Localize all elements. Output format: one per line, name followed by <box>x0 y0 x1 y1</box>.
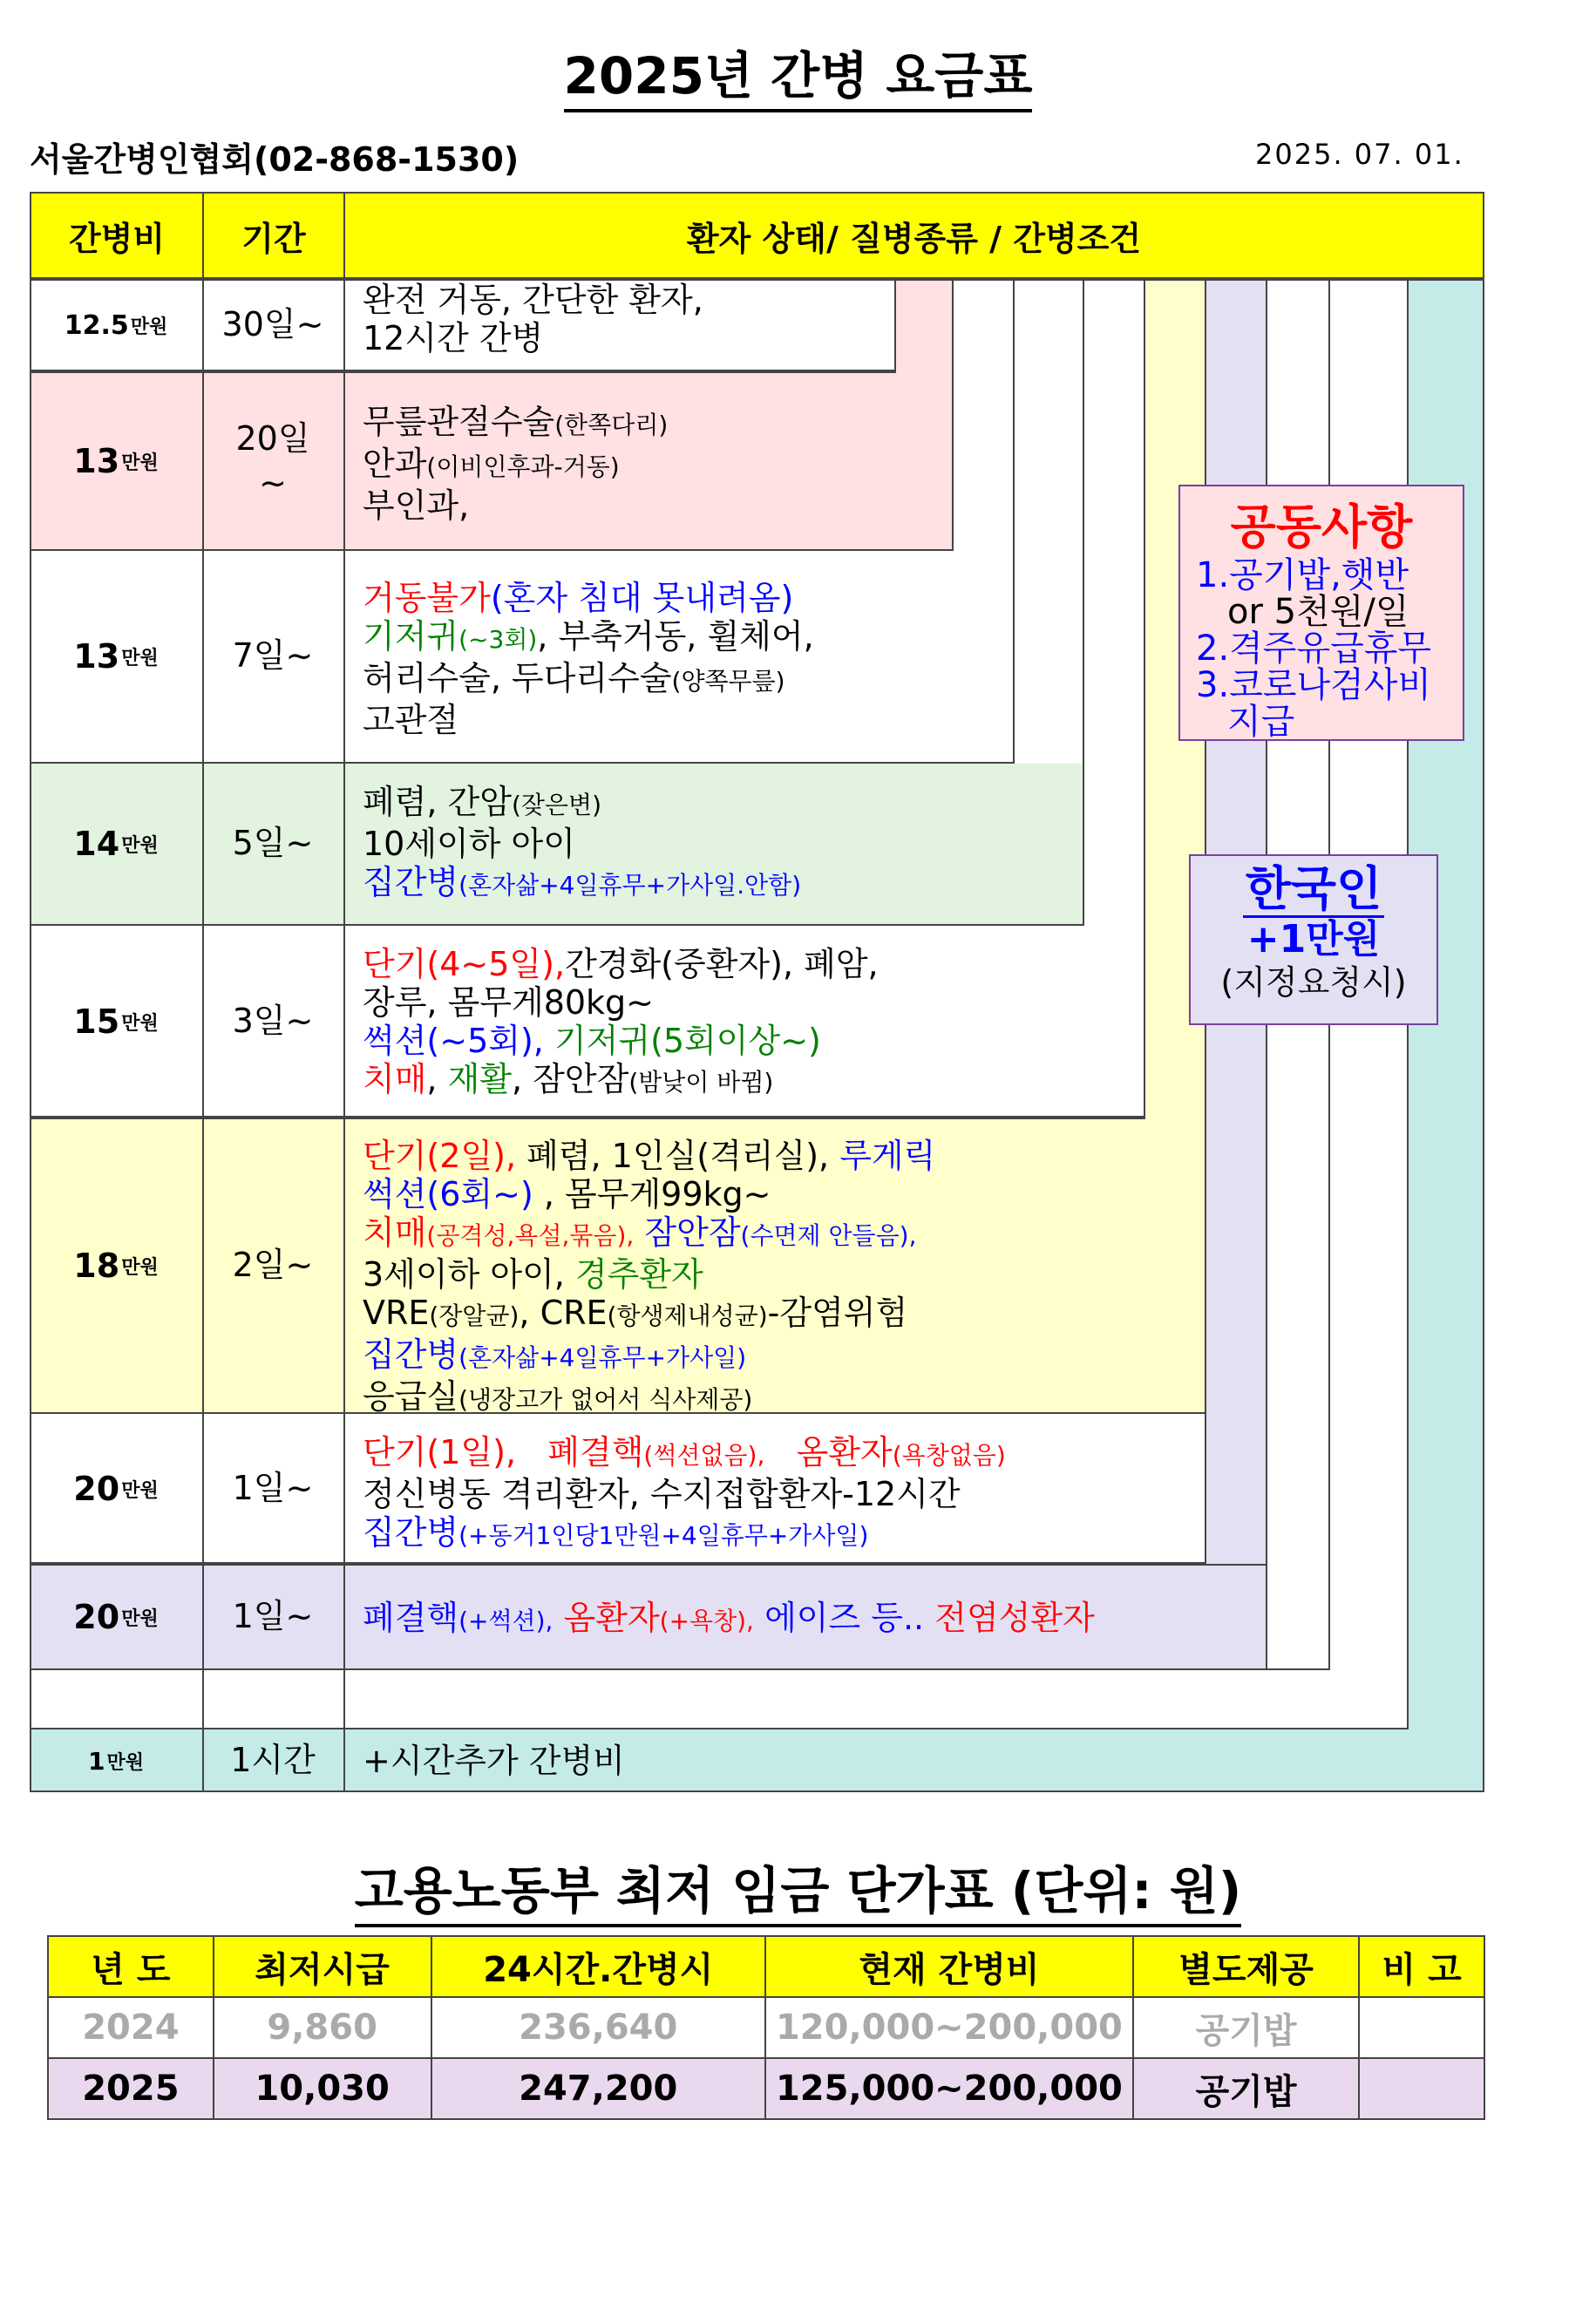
period-row2: 20일 ~ <box>235 418 310 502</box>
common-notes-title: 공동사항 <box>1230 499 1413 554</box>
period-row9: 1시간 <box>230 1741 316 1780</box>
wage-cell: 125,000~200,000 <box>765 2058 1133 2119</box>
page-title: 2025년 간병 요금표 <box>0 35 1596 108</box>
header-period: 기간 <box>202 192 345 279</box>
wage-cell: 9,860 <box>214 1997 431 2058</box>
wage-cell: 2024 <box>48 1997 214 2058</box>
wage-cell: 10,030 <box>214 2058 431 2119</box>
wage-header-24h: 24시간.간병시 <box>431 1936 765 1997</box>
fee-row1: 12.5 만원 <box>64 309 168 341</box>
period-row8: 1일~ <box>232 1597 314 1636</box>
table-row <box>48 2058 1484 2119</box>
desc-row7: 단기(1일), 폐결핵(썩션없음), 옴환자(욕창없음) 정신병동 격리환자, 수지접합환자-12시간 집간병(+동거1인당1만원+4일휴무+가사일) <box>363 1433 1006 1552</box>
desc-row1: 완전 거동, 간단한 환자, 12시간 간병 <box>363 281 703 357</box>
wage-header-year: 년 도 <box>48 1936 214 1997</box>
desc-row8: 폐결핵(+썩션), 옴환자(+욕창), 에이즈 등.. 전염성환자 <box>363 1599 1095 1637</box>
korean-note: (지정요청시) <box>1220 963 1407 1002</box>
period-row3: 7일~ <box>232 636 314 676</box>
fee-row5: 15 만원 <box>73 1002 159 1041</box>
desc-row5: 단기(4~5일),간경화(중환자), 폐암, 장루, 몸무게80kg~ 썩션(~5회), 기저귀(5회이상~) 치매, 재활, 잠안잠(밤낮이 바뀜) <box>363 945 879 1098</box>
header-description: 환자 상태/ 질병종류 / 간병조건 <box>343 192 1484 279</box>
wage-cell: 공기밥 <box>1133 2058 1359 2119</box>
common-notes-list: 1.공기밥,햇반 or 5천원/일 2.격주유급휴무 3.코로나검사비 지급 <box>1196 555 1432 742</box>
wage-table <box>47 1935 1485 2120</box>
korean-title: 한국인 <box>1245 861 1382 916</box>
desc-row3: 거동불가(혼자 침대 못내려옴) 기저귀(~3회), 부축거동, 휠체어, 허리수술, 두다리수술(양쪽무릎) 고관절 <box>363 579 814 739</box>
wage-cell: 공기밥 <box>1133 1997 1359 2058</box>
wage-header-min-hourly: 최저시급 <box>214 1936 431 1997</box>
period-row4: 5일~ <box>232 824 314 863</box>
header-fee: 간병비 <box>30 192 204 279</box>
fee-row7: 20 만원 <box>73 1470 159 1508</box>
korean-surcharge-box <box>1189 854 1438 1025</box>
row-line-9 <box>30 1728 1409 1729</box>
fee-row6: 18 만원 <box>73 1247 159 1285</box>
organization-name: 서울간병인협회(02-868-1530) <box>30 140 520 179</box>
fee-row3: 13 만원 <box>73 637 159 676</box>
period-row1: 30일~ <box>221 305 324 344</box>
period-row5: 3일~ <box>232 1002 314 1041</box>
period-row7: 1일~ <box>232 1469 314 1508</box>
fee-row4: 14 만원 <box>73 825 159 863</box>
wage-table-title: 고용노동부 최저 임금 단가표 (단위: 원) <box>0 1850 1596 1923</box>
table-row <box>48 1997 1484 2058</box>
wage-cell: 236,640 <box>431 1997 765 2058</box>
row-line-8 <box>30 1668 1330 1670</box>
fee-row2: 13 만원 <box>73 442 159 480</box>
wage-header-row <box>48 1936 1484 1997</box>
wage-cell: 2025 <box>48 2058 214 2119</box>
wage-cell: 247,200 <box>431 2058 765 2119</box>
desc-row2: 무릎관절수술(한쪽다리) 안과(이비인후과-거동) 부인과, <box>363 403 669 525</box>
desc-row4: 폐렴, 간암(잦은변) 10세이하 아이 집간병(혼자삶+4일휴무+가사일.안함) <box>363 783 802 901</box>
korean-amount: +1만원 <box>1243 915 1384 961</box>
document-date: 2025. 07. 01. <box>1255 138 1464 171</box>
desc-row9: +시간추가 간병비 <box>363 1742 625 1780</box>
wage-cell: 120,000~200,000 <box>765 1997 1133 2058</box>
wage-header-current-fee: 현재 간병비 <box>765 1936 1133 1997</box>
wage-cell <box>1359 1997 1484 2058</box>
wage-header-note: 비 고 <box>1359 1936 1484 1997</box>
period-row6: 2일~ <box>232 1246 314 1285</box>
wage-cell <box>1359 2058 1484 2119</box>
desc-row6: 단기(2일), 폐렴, 1인실(격리실), 루게릭 썩션(6회~) , 몸무게99kg~ 치매(공격성,욕설,묶음), 잠안잠(수면제 안들음), 3세이하 아이, 경추환자 VRE(장알균), CRE(항생제내성균)-감염위험 집간병(혼자삶+4일휴무+가사일) 응급실(냉장고가 없어서 식사제공) <box>363 1137 936 1416</box>
wage-header-extra: 별도제공 <box>1133 1936 1359 1997</box>
fee-row8: 20 만원 <box>73 1598 159 1636</box>
common-notes-box <box>1178 485 1464 741</box>
fee-row9: 1 만원 <box>88 1746 144 1776</box>
